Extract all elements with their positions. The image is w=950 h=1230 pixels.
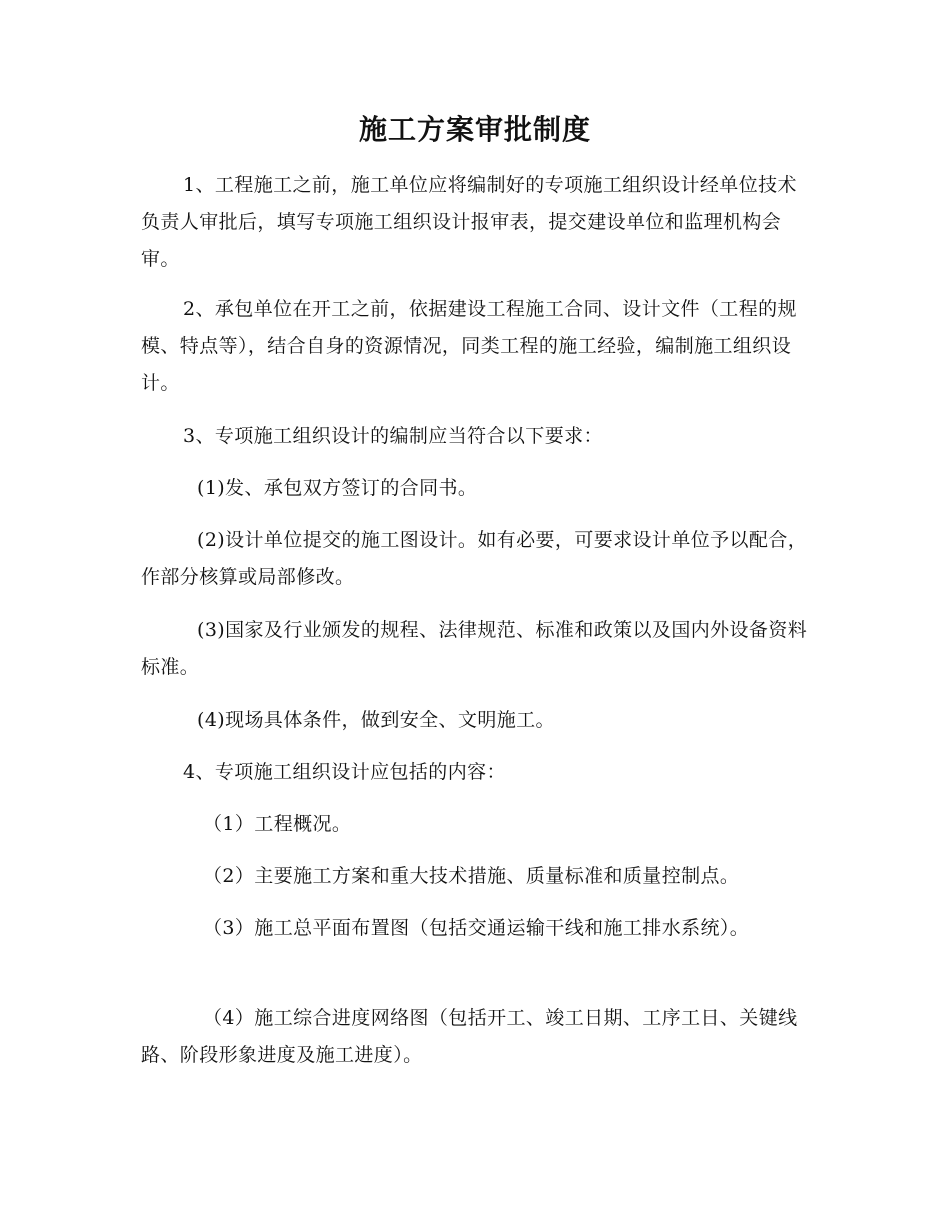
list-item-req-2: (2)设计单位提交的施工图设计。如有必要，可要求设计单位予以配合，作部分核算或局部修改。 bbox=[141, 529, 808, 588]
list-item-req-3: (3)国家及行业颁发的规程、法律规范、标准和政策以及国内外设备资料标准。 bbox=[141, 619, 808, 678]
paragraph-1: 1、工程施工之前，施工单位应将编制好的专项施工组织设计经单位技术负责人审批后，填写专项施工组织设计报审表，提交建设单位和监理机构会审。 bbox=[141, 174, 797, 270]
list-item-req-4: (4)现场具体条件，做到安全、文明施工。 bbox=[197, 709, 555, 731]
list-item-content-2: （2）主要施工方案和重大技术措施、质量标准和质量控制点。 bbox=[203, 865, 740, 887]
list-item-content-1: （1）工程概况。 bbox=[203, 813, 352, 835]
paragraph-2: 2、承包单位在开工之前，依据建设工程施工合同、设计文件（工程的规模、特点等），结合自身的资源情况，同类工程的施工经验，编制施工组织设计。 bbox=[141, 298, 797, 394]
paragraph-3: 3、专项施工组织设计的编制应当符合以下要求： bbox=[183, 425, 603, 447]
document-title: 施工方案审批制度 bbox=[358, 113, 591, 146]
paragraph-4: 4、专项施工组织设计应包括的内容： bbox=[183, 761, 506, 783]
list-item-req-1: (1)发、承包双方签订的合同书。 bbox=[197, 477, 478, 499]
list-item-content-4: （4）施工综合进度网络图（包括开工、竣工日期、工序工日、关键线路、阶段形象进度及施工进度）。 bbox=[141, 1007, 798, 1066]
list-item-content-3: （3）施工总平面布置图（包括交通运输干线和施工排水系统）。 bbox=[203, 917, 750, 939]
